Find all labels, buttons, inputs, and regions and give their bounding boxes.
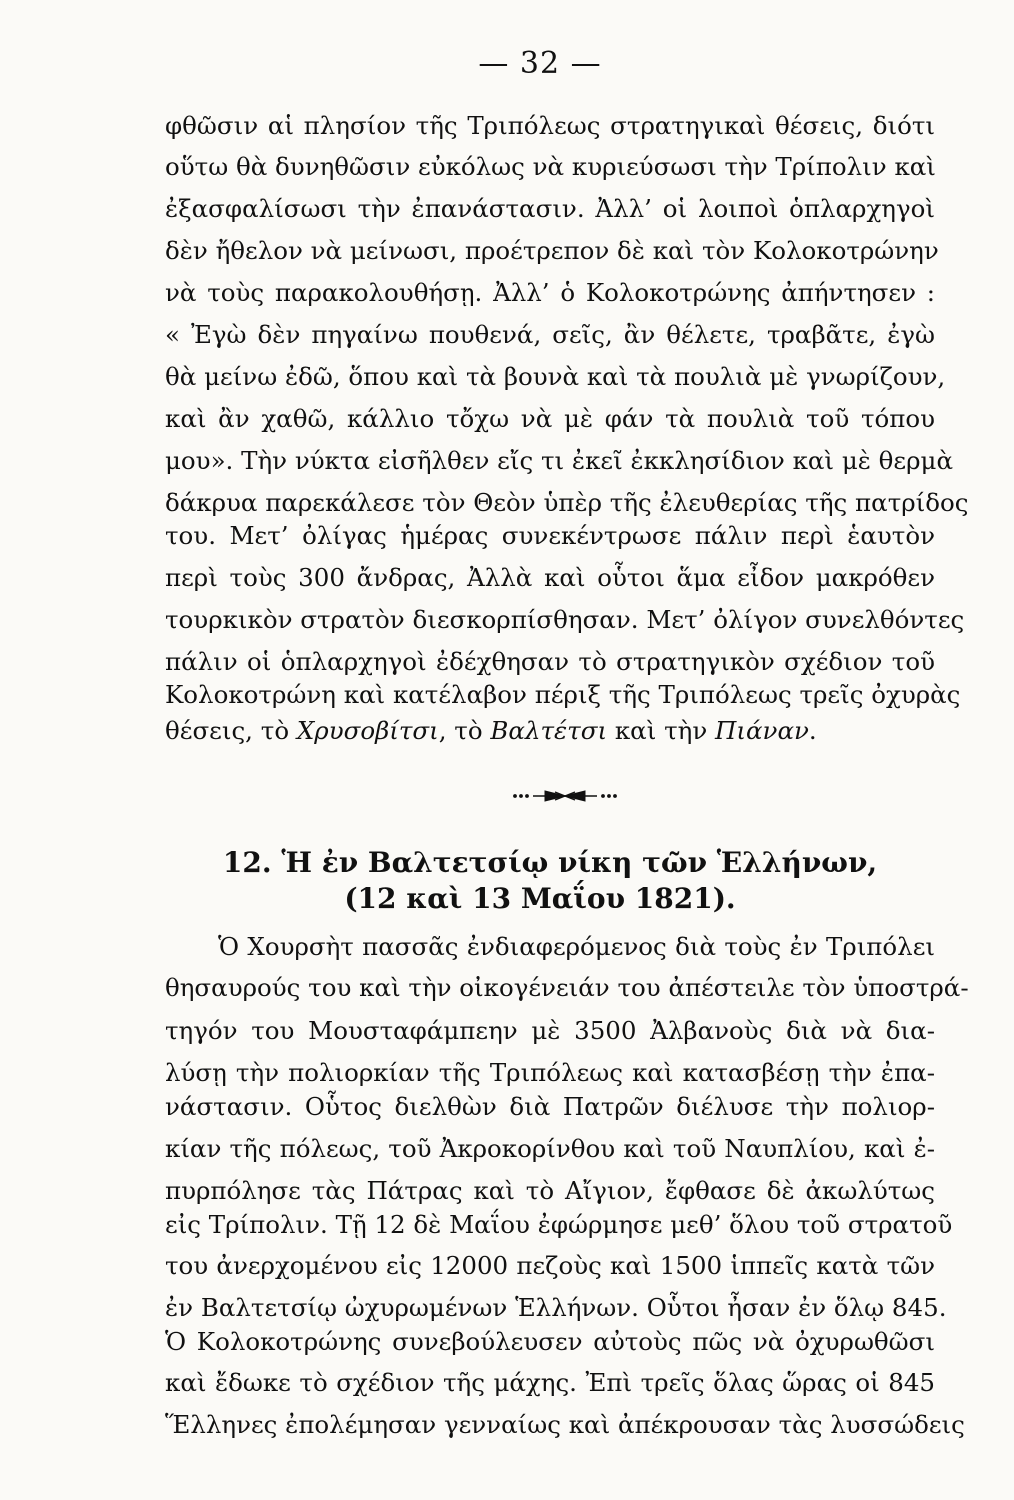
- text-line: εἰς Τρίπολιν. Τῇ 12 δὲ Μαΐου ἐφώρμησε μεθ’ ὅλου τοῦ στρατοῦ: [165, 1210, 953, 1239]
- text-line: του ἀνερχομένου εἰς 12000 πεζοὺς καὶ 1500 ἱππεῖς κατὰ τῶν: [165, 1251, 935, 1280]
- text-fragment: καὶ τὴν: [607, 716, 716, 745]
- text-line: τουρκικὸν στρατὸν διεσκορπίσθησαν. Μετ’ ὀλίγον συνελθόντες: [165, 605, 965, 634]
- section-heading-dates: (12 καὶ 13 Μαΐου 1821).: [344, 882, 736, 915]
- text-fragment: , τὸ: [438, 716, 491, 745]
- section-heading-title: 12. Ἡ ἐν Βαλτετσίῳ νίκη τῶν Ἑλλήνων,: [222, 846, 878, 879]
- text-line: ἐν Βαλτετσίῳ ὠχυρωμένων Ἑλλήνων. Οὗτοι ἦσαν ἐν ὅλῳ 845.: [165, 1293, 947, 1322]
- place-name-chrysovitsi: Χρυσοβίτσι: [296, 716, 439, 745]
- text-line: νὰ τοὺς παρακολουθήσῃ. Ἀλλ’ ὁ Κολοκοτρώνης ἀπήντησεν :: [165, 278, 935, 307]
- text-line: δάκρυα παρεκάλεσε τὸν Θεὸν ὑπὲρ τῆς ἐλευθερίας τῆς πατρίδος: [165, 488, 969, 517]
- text-fragment: θέσεις, τὸ: [165, 716, 297, 745]
- text-line: κίαν τῆς πόλεως, τοῦ Ἀκροκορίνθου καὶ τοῦ Ναυπλίου, καὶ ἐ-: [165, 1134, 935, 1163]
- text-line: φθῶσιν αἱ πλησίον τῆς Τριπόλεως στρατηγικαὶ θέσεις, διότι: [165, 111, 935, 140]
- text-line: νάστασιν. Οὗτος διελθὼν διὰ Πατρῶν διέλυσε τὴν πολιορ-: [165, 1092, 935, 1121]
- text-line: Κολοκοτρώνη καὶ κατέλαβον πέριξ τῆς Τριπόλεως τρεῖς ὀχυρὰς: [165, 680, 961, 709]
- text-line: « Ἐγὼ δὲν πηγαίνω πουθενά, σεῖς, ἂν θέλετε, τραβᾶτε, ἐγὼ: [165, 320, 935, 349]
- text-line: καὶ ἔδωκε τὸ σχέδιον τῆς μάχης. Ἐπὶ τρεῖς ὅλας ὥρας οἱ 845: [165, 1368, 935, 1397]
- text-line: καὶ ἂν χαθῶ, κάλλιο τὄχω νὰ μὲ φάν τὰ πουλιὰ τοῦ τόπου: [165, 404, 935, 433]
- text-line: μου». Τὴν νύκτα εἰσῆλθεν εἴς τι ἐκεῖ ἐκκλησίδιον καὶ μὲ θερμὰ: [165, 446, 953, 475]
- text-line: δὲν ἤθελον νὰ μείνωσι, προέτρεπον δὲ καὶ τὸν Κολοκοτρώνην: [165, 236, 939, 265]
- text-line: ἐξασφαλίσωσι τὴν ἐπανάστασιν. Ἀλλ’ οἱ λοιποὶ ὁπλαρχηγοὶ: [165, 194, 935, 223]
- text-line: τηγόν του Μουσταφάμπεην μὲ 3500 Ἀλβανοὺς διὰ νὰ δια-: [165, 1016, 935, 1045]
- text-line: πυρπόλησε τὰς Πάτρας καὶ τὸ Αἴγιον, ἔφθασε δὲ ἀκωλύτως: [165, 1176, 935, 1205]
- ornament-divider-icon: [511, 788, 619, 804]
- text-line: πάλιν οἱ ὁπλαρχηγοὶ ἐδέχθησαν τὸ στρατηγικὸν σχέδιον τοῦ: [165, 647, 935, 676]
- text-line: Ὁ Χουρσὴτ πασσᾶς ἐνδιαφερόμενος διὰ τοὺς ἐν Τριπόλει: [218, 932, 935, 961]
- text-line: θὰ μείνω ἐδῶ, ὅπου καὶ τὰ βουνὰ καὶ τὰ πουλιὰ μὲ γνωρίζουν,: [165, 362, 946, 391]
- text-line-last: [165, 716, 817, 746]
- text-line: περὶ τοὺς 300 ἄνδρας, Ἀλλὰ καὶ οὗτοι ἅμα εἶδον μακρόθεν: [165, 563, 935, 592]
- text-fragment: .: [808, 716, 817, 745]
- text-line: του. Μετ’ ὀλίγας ἡμέρας συνεκέντρωσε πάλιν περὶ ἑαυτὸν: [165, 521, 935, 550]
- place-name-valtetsi: Βαλτέτσι: [490, 716, 608, 745]
- text-line: οὕτω θὰ δυνηθῶσιν εὐκόλως νὰ κυριεύσωσι τὴν Τρίπολιν καὶ: [165, 152, 936, 181]
- text-line: θησαυρούς του καὶ τὴν οἰκογένειάν του ἀπέστειλε τὸν ὑποστρά-: [165, 973, 969, 1002]
- text-line: λύσῃ τὴν πολιορκίαν τῆς Τριπόλεως καὶ κατασβέσῃ τὴν ἐπα-: [165, 1058, 935, 1087]
- place-name-pianan: Πιάναν: [715, 716, 809, 745]
- text-line: Ἕλληνες ἐπολέμησαν γενναίως καὶ ἀπέκρουσαν τὰς λυσσώδεις: [165, 1410, 965, 1439]
- text-line: Ὁ Κολοκοτρώνης συνεβούλευσεν αὐτοὺς πῶς νὰ ὀχυρωθῶσι: [165, 1327, 935, 1356]
- page-number: — 32 —: [478, 46, 602, 81]
